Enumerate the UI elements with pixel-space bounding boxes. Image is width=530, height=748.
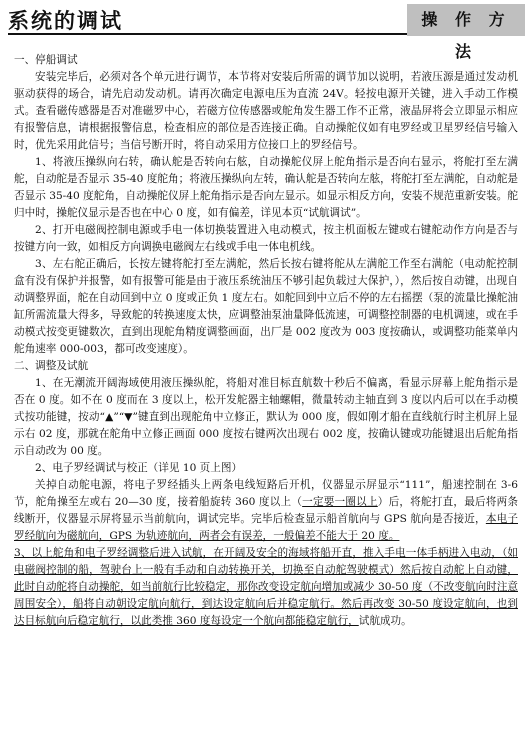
compass-text-b: ）后，将舵打直，最后将两条线断开，仪器显示屏将显示当前航向，调试完毕。完毕后检查显示船首航向与 GPS 航向是否接近， <box>14 496 518 525</box>
paragraph-step-2: 2、打开电磁阀控制电源或手电一体切换装置进入电动模式，按主机面板左键或右键舵动作方向是否与按键方向一致，如相反方向调换电磁阀左右线或手电一体电机线。 <box>14 224 518 253</box>
paragraph-trial-1: 1、在无潮流开阔海域使用液压操纵舵，将船对准目标直航数十秒后不偏离，看显示屏幕上舵角指示是否在 0 度。如不在 0 度而在 3 度以上，松开发舵器主轴螺帽，微量转动主轴直到 3 度以内后可以在手动模式按功能键，按动“▲”“▼”键直到出现舵角中立修正，默认为 000 度，假如刚才船在直线航行时主机屏上显示右 02 度，那就在舵角中立修正画面 000 度按右键两次出现右 002 度，按确认键或功能键退出后舵角指示自动改为 00 度。 <box>14 377 518 457</box>
paragraph-step-1: 1、将液压操纵向右转，确认舵是否转向右舷，自动操舵仪屏上舵角指示是否向右显示，将舵打至左满舵，自动舵是否显示 35-40 度舵角；将液压操纵向左转，确认舵是否转向左舷，将舵打至左满舵，自动舵是否显示 35-40 度舵角，自动操舵仪屏上舵角指示是否向左显示。如显示相反方向，安装不规范重新安装。舵归中时，操舵仪显示是否也在中心 0 度，如有偏差，详见本页“试航调试”。 <box>14 156 518 219</box>
page-title: 系统的调试 <box>8 9 123 33</box>
trial-3-tail: 试航成功。 <box>358 615 412 627</box>
trial-3-underlined: 3、以上舵角和电子罗经调整后进入试航，在开阔及安全的海域将船开直，推入手电一体手柄进入电动，（如电磁阀控制的船，驾驶台上一般有手动和自动转换开关，切换至自动舵驾驶模式）然后按自动舵上自动键，此时自动舵将自动操舵，如当前航行比较稳定，那你改变设定航向增加或减少 30-50 度（不改变航向时注意周围安全），船将自动朝设定航向航行，到达设定航向后并稳定航行。然后再改变 30-50 度设定航向，也到达目标航向后稳定航行，以此类推 360 度每设定一个航向都能稳定航行， <box>14 547 518 627</box>
compass-text-underlined-2: 本电子罗经航向为磁航向，GPS 为轨迹航向，两者会有误差，一般偏差不能大于 20 度。 <box>14 513 518 542</box>
paragraph-step-3: 3、左右舵正确后，长按左键将舵打至左满舵，然后长按右键将舵从左满舵工作至右满舵（电动舵控制盒有没有保护并报警，如有报警可能是由于液压系统油压不够引起负载过大保护，），然后按自动键，出现自动调整界面，舵在自动回到中立 0 度或正负 1 度左右。如舵回到中立后不停的左右摇摆（泵的流量比操舵油缸所需流量大得多，导致舵的转换速度太快，应调整油泵油量降低流速，可调整控制器的电机调速，或在手动模式按变更键数次，直到出现舵角精度调整画面，出厂是 002 度改为 003 度按确认，或调整功能菜单内舵角速率 000-003，都可改变速度）。 <box>14 258 518 355</box>
compass-text-a: 关掉自动舵电源，将电子罗经插头上两条电线短路后开机，仪器显示屏显示“111”，船速控制在 3-6 节，舵角操至左或右 20—30 度，接着船旋转 360 度以上（ <box>14 479 518 508</box>
section-badge: 操 作 方 法 <box>407 4 525 36</box>
paragraph-compass-calibration <box>14 477 518 545</box>
paragraph-intro: 安装完毕后，必须对各个单元进行调节，本节将对安装后所需的调节加以说明，若液压源是通过发动机驱动获得的场合，请先启动发动机。请再次确定电源电压为直流 24V。轻按电源开关键，进入手动工作模式。查看磁传感器是否对准磁罗中心，若磁方位传感器或舵角发生器工作不正常，液晶屏将会立即显示相应有报警信息，请根据报警信息，检查相应的部位是否连接正确。自动操舵仪如有电罗经或卫星罗经信号输入时，优先采用此信号；当信号断开时，将自动采用方位接口上的罗经信号。 <box>14 71 518 151</box>
paragraph-trial-3 <box>14 545 518 630</box>
section-heading-sea-trial: 二、调整及试航 <box>14 360 89 372</box>
paragraph-trial-2-heading: 2、电子罗经调试与校正（详见 10 页上图） <box>35 462 243 474</box>
title-underline <box>8 33 408 35</box>
document-body <box>14 52 518 630</box>
section-heading-stop-test: 一、停船调试 <box>14 54 78 66</box>
compass-text-underlined-1: 一定要一圈以上 <box>302 496 378 508</box>
